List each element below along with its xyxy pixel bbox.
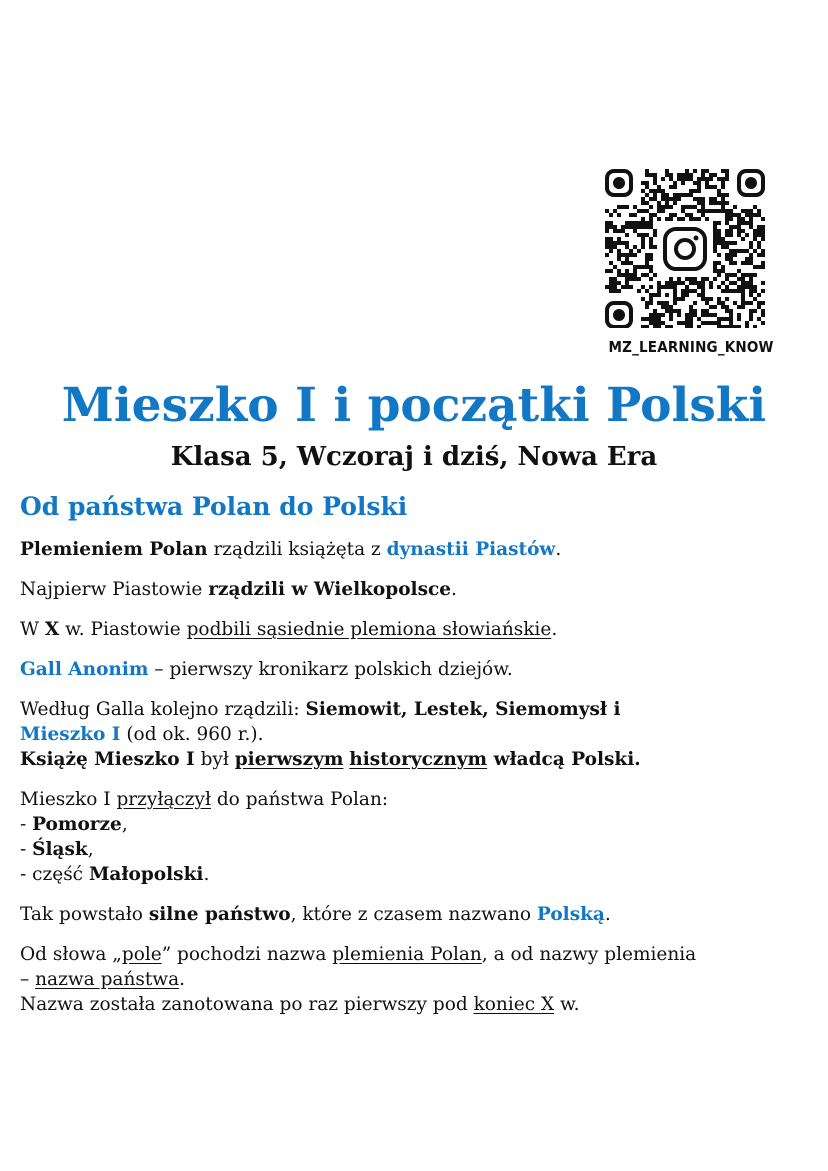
paragraph-2 [20,577,810,602]
text-bold: Książę Mieszko I [20,749,195,770]
paragraph-1 [20,537,810,562]
text: rządzili książęta z [207,539,387,560]
page-title: Mieszko I i początki Polski [61,378,767,433]
list-item [20,839,94,860]
text-highlight: dynastii Piastów [386,539,556,560]
text: – pierwszy kronikarz polskich dziejów. [148,659,513,680]
text: Tak powstało [20,904,149,925]
text: W [20,619,45,640]
text: w. Piastowie [59,619,187,640]
text-highlight: Gall Anonim [20,659,149,680]
text: . [203,864,210,885]
qr-caption: MZ_LEARNING_KNOW [608,338,774,356]
text-underlined: nazwa państwa [35,969,180,990]
qr-code-icon[interactable] [600,166,770,328]
text-bold: Śląsk [32,839,88,860]
text: (od ok. 960 r.). [120,724,264,745]
text: Nazwa została zanotowana po raz pierwszy pod [20,994,474,1015]
text: - [20,814,33,835]
text: . [179,969,186,990]
text: , a od nazwy plemienia [481,944,697,965]
text-bold: X [44,619,60,640]
document-body [20,492,810,1032]
list-item [20,814,128,835]
text-underlined: koniec X [473,994,555,1015]
text: - część [20,864,89,885]
text: Według Galla kolejno rządzili: [20,699,306,720]
text: . [604,904,611,925]
text-bold: Małopolski [88,864,204,885]
text-bold: rządzili w Wielkopolsce [208,579,452,600]
text-underlined: pole [121,944,162,965]
paragraph-8 [20,942,810,1017]
text-underlined: podbili sąsiednie plemiona słowiańskie [186,619,552,640]
text: Najpierw Piastowie [20,579,209,600]
text-bold: silne państwo [148,904,291,925]
text: . [451,579,457,600]
paragraph-7 [20,902,810,927]
page-subtitle: Klasa 5, Wczoraj i dziś, Nowa Era [170,442,658,472]
paragraph-3 [20,617,810,642]
instagram-qr-block [600,166,774,356]
paragraph-5 [20,697,810,772]
text: – [20,969,36,990]
section-title: Od państwa Polan do Polski [20,492,408,521]
text: , [87,839,94,860]
text: . [551,619,558,640]
text-underlined: plemienia Polan [332,944,482,965]
text-highlight: Mieszko I [20,724,121,745]
text: Od słowa „ [20,944,122,965]
text-bold: Plemieniem Polan [20,539,208,560]
text-bold: władcą Polski. [487,749,641,770]
text: Mieszko I [20,789,117,810]
text-bold-underlined: historycznym [349,749,488,770]
text-underlined: przyłączył [116,789,211,810]
paragraph-6 [20,787,810,887]
text-bold: Pomorze [32,814,122,835]
text: ” pochodzi nazwa [161,944,333,965]
text: . [555,539,562,560]
text-bold-underlined: pierwszym [234,749,344,770]
text: , które z czasem nazwano [290,904,537,925]
text: w. [554,994,580,1015]
text: do państwa Polan: [210,789,389,810]
text: - [20,839,33,860]
text-highlight: Polską [536,904,605,925]
text: był [194,749,235,770]
paragraph-4 [20,657,810,682]
text-bold: Siemowit, Lestek, Siemomysł i [305,699,621,720]
text: , [121,814,128,835]
list-item [20,864,209,885]
